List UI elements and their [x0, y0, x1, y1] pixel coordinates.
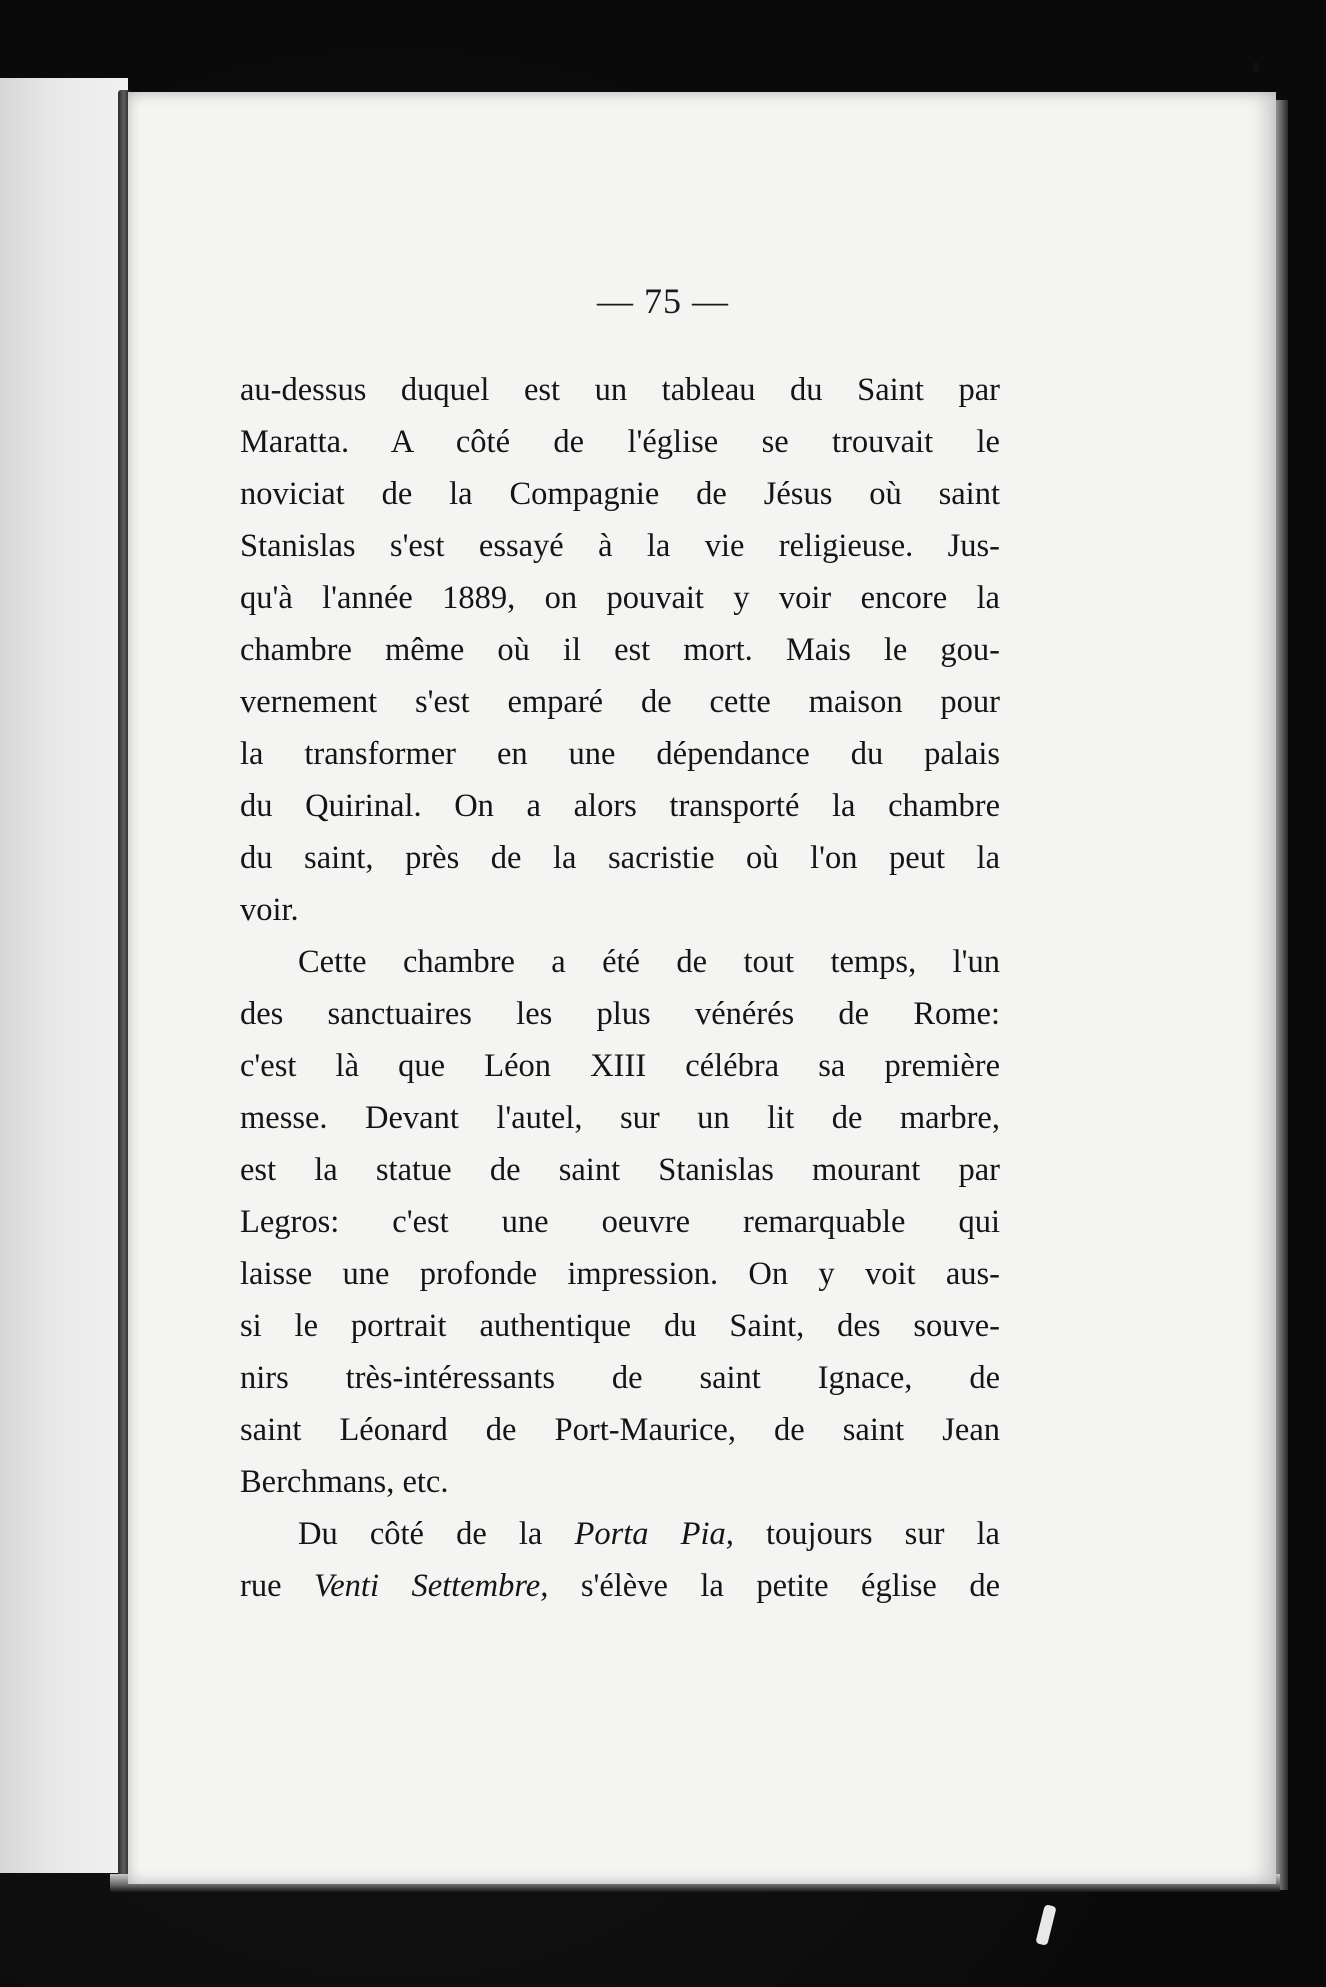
- text-line: qu'à l'année 1889, on pouvait y voir encore la: [240, 580, 1000, 616]
- scan-speck: [1253, 62, 1259, 72]
- text-line: messe. Devant l'autel, sur un lit de marbre,: [240, 1100, 1000, 1136]
- text-line: [240, 1508, 1000, 1560]
- text-line: au-dessus duquel est un tableau du Saint par: [240, 372, 1000, 408]
- text-line: est la statue de saint Stanislas mourant par: [240, 1152, 1000, 1188]
- text-line: chambre même où il est mort. Mais le gou-: [240, 632, 1000, 668]
- text-line: du Quirinal. On a alors transporté la chambre: [240, 788, 1000, 824]
- text-line: Legros: c'est une oeuvre remarquable qui: [240, 1204, 1000, 1240]
- text-run: toujours sur la: [733, 1516, 1000, 1552]
- text-line: vernement s'est emparé de cette maison pour: [240, 684, 1000, 720]
- previous-page-edge: [0, 78, 128, 1873]
- text-line: Maratta. A côté de l'église se trouvait le: [240, 424, 1000, 460]
- text-run: s'élève la petite église de: [548, 1568, 1001, 1604]
- text-line: Stanislas s'est essayé à la vie religieuse. Jus-: [240, 528, 1000, 564]
- text-run: Du côté de la: [298, 1516, 575, 1552]
- text-line: c'est là que Léon XIII célébra sa première: [240, 1048, 1000, 1084]
- text-line: Cette chambre a été de tout temps, l'un: [298, 944, 1000, 980]
- text-line: nirs très-intéressants de saint Ignace, de: [240, 1360, 1000, 1396]
- italic-street-name: Venti Settembre,: [314, 1568, 549, 1604]
- text-line: si le portrait authentique du Saint, des souve-: [240, 1308, 1000, 1344]
- text-line: la transformer en une dépendance du palais: [240, 736, 1000, 772]
- page-number: — 75 —: [597, 281, 729, 321]
- text-line: du saint, près de la sacristie où l'on peut la: [240, 840, 1000, 876]
- text-line: laisse une profonde impression. On y voit aus-: [240, 1256, 1000, 1292]
- text-line: noviciat de la Compagnie de Jésus où saint: [240, 476, 1000, 512]
- page-body-text: [240, 364, 1000, 1612]
- italic-place-name: Porta Pia,: [574, 1516, 734, 1552]
- text-run: rue: [240, 1568, 314, 1604]
- text-line: voir.: [240, 892, 299, 928]
- text-line: saint Léonard de Port-Maurice, de saint Jean: [240, 1412, 1000, 1448]
- text-line: [240, 1560, 1000, 1612]
- text-line: des sanctuaires les plus vénérés de Rome:: [240, 996, 1000, 1032]
- text-line: Berchmans, etc.: [240, 1464, 449, 1500]
